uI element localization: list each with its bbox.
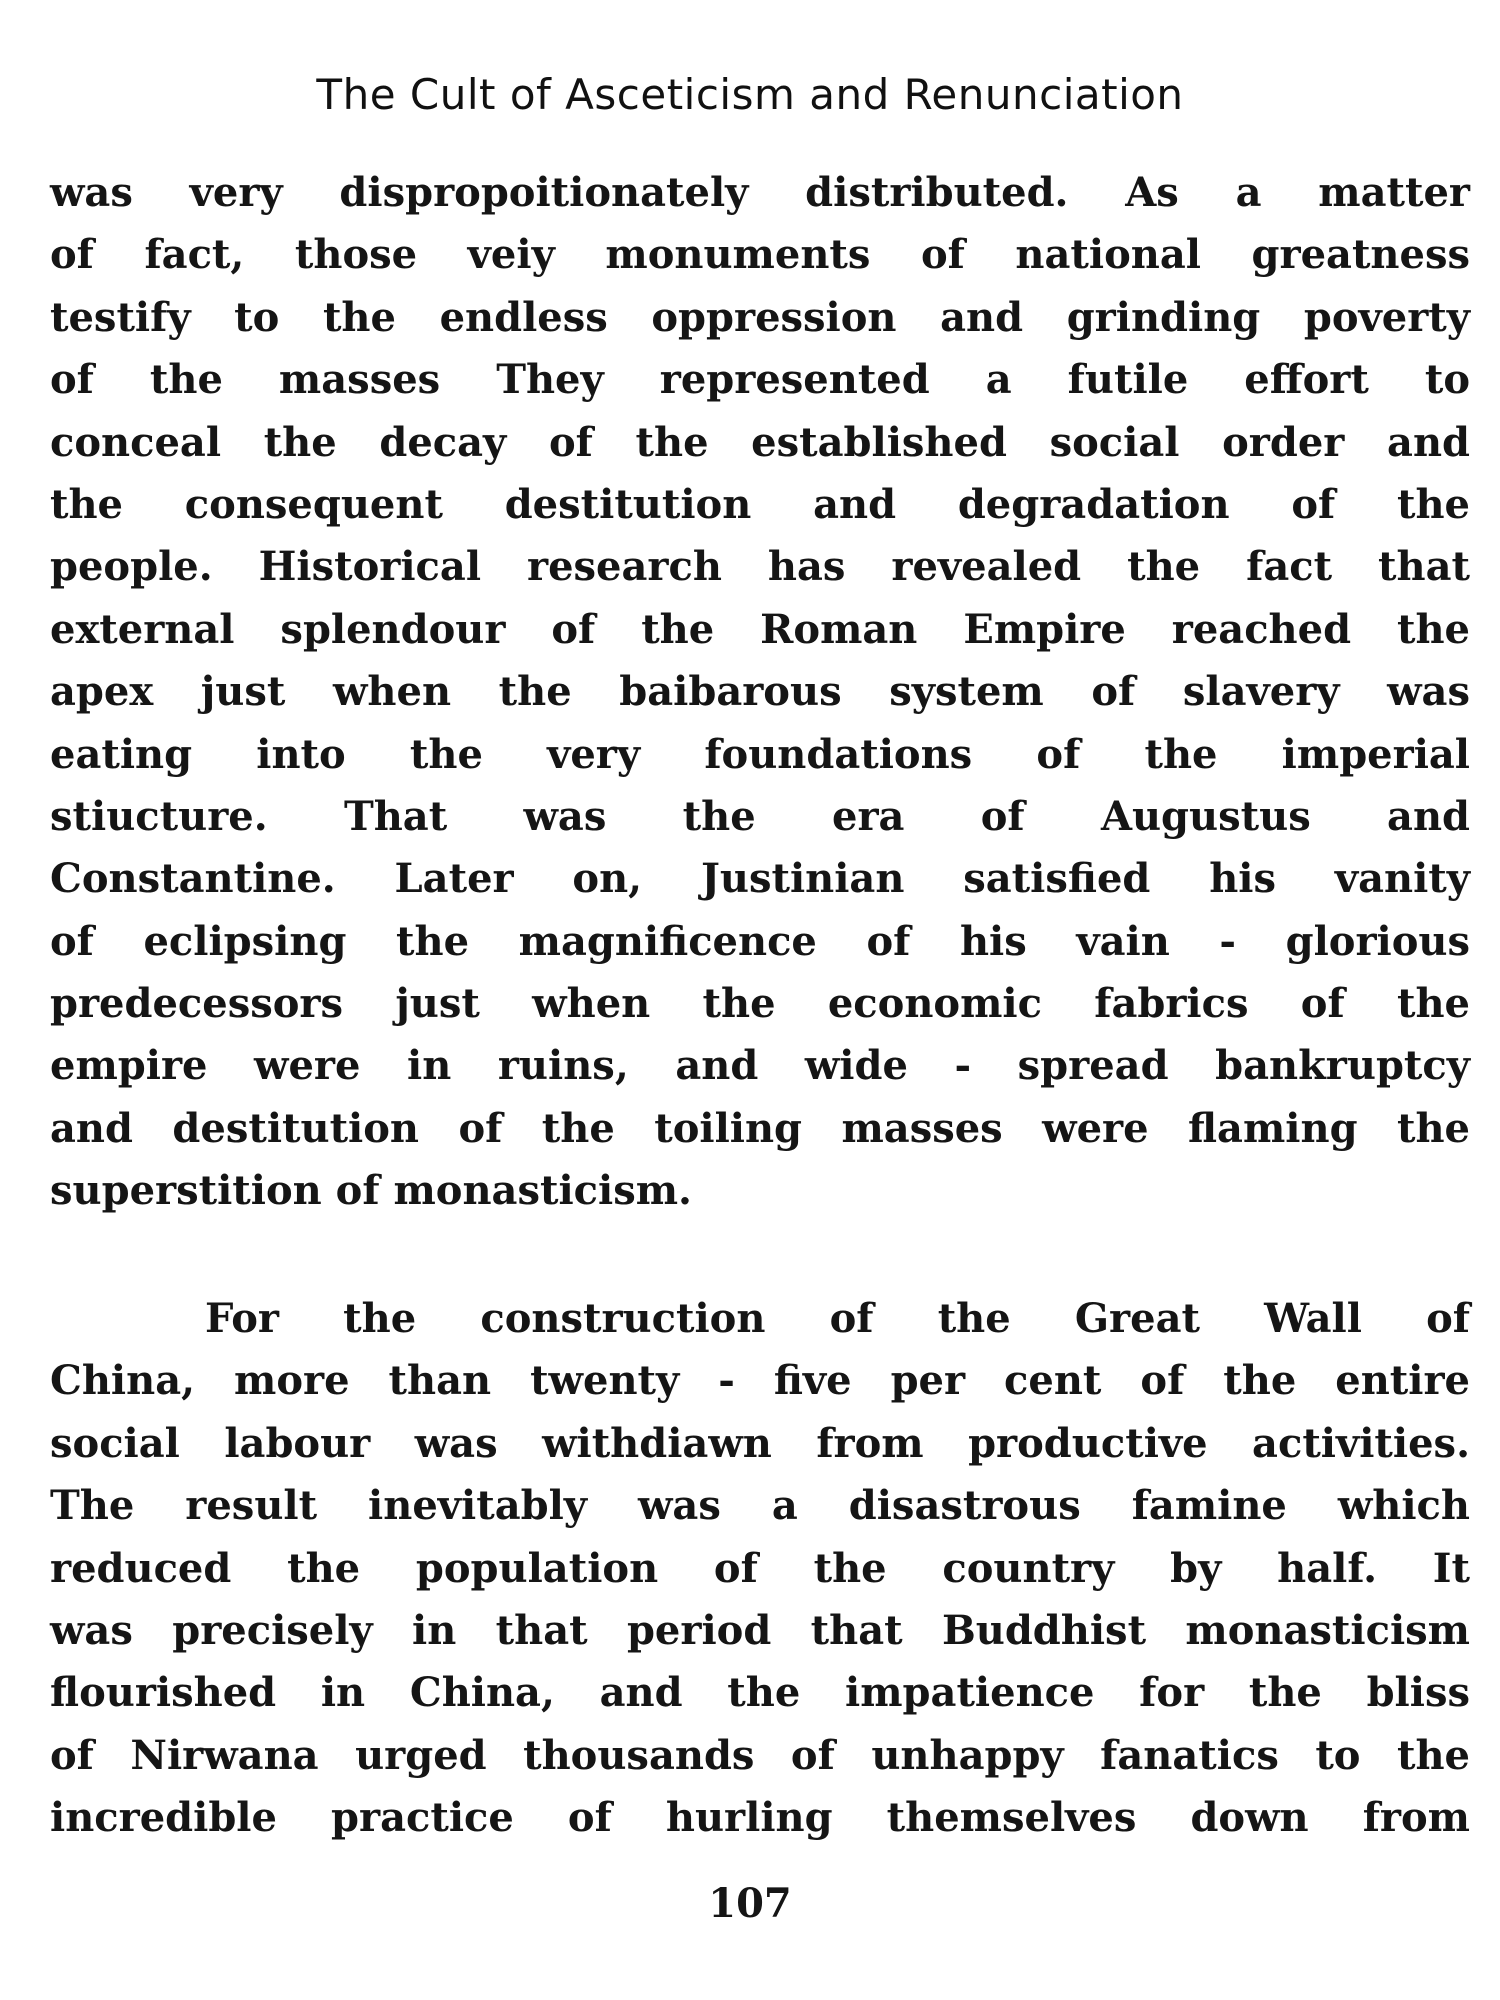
text-line: was very dispropoitionately distributed. As a matter: [50, 169, 1470, 216]
text-line: flourished in China, and the impatience for the bliss: [50, 1669, 1470, 1717]
text-line: eating into the very foundations of the imperial: [50, 730, 1470, 778]
text-line: predecessors just when the economic fabrics of the: [50, 980, 1470, 1028]
text-line: social labour was withdiawn from productive activities.: [50, 1419, 1470, 1467]
text-line: empire were in ruins, and wide - spread bankruptcy: [50, 1042, 1470, 1090]
text-line: of fact, those veiy monuments of national greatness: [50, 231, 1470, 279]
text-line: superstition of monasticism.: [50, 1167, 692, 1215]
text-line: stiucture. That was the era of Augustus and: [50, 792, 1470, 840]
page-number: 107: [708, 1880, 792, 1927]
paragraph-2: [50, 1288, 1470, 1850]
text-line: people. Historical research has revealed the fact that: [50, 543, 1470, 591]
text-line: apex just when the baibarous system of slavery was: [50, 668, 1470, 716]
running-head: The Cult of Asceticism and Renunciation: [316, 70, 1184, 119]
text-line: of the masses They represented a futile effort to: [50, 356, 1470, 404]
text-line: incredible practice of hurling themselves down from: [50, 1794, 1470, 1842]
paragraph-1: [50, 162, 1470, 1223]
text-line: reduced the population of the country by half. It: [50, 1544, 1470, 1592]
text-line: external splendour of the Roman Empire reached the: [50, 605, 1470, 653]
text-line: Constantine. Later on, Justinian satisfied his vanity: [50, 855, 1470, 903]
text-line: For the construction of the Great Wall of: [205, 1295, 1470, 1342]
text-line: was precisely in that period that Buddhist monasticism: [50, 1606, 1470, 1654]
text-line: of eclipsing the magnificence of his vain - glorious: [50, 917, 1470, 965]
text-line: China, more than twenty - five per cent of the entire: [50, 1357, 1470, 1405]
text-line: conceal the decay of the established social order and: [50, 418, 1470, 466]
text-line: of Nirwana urged thousands of unhappy fanatics to the: [50, 1731, 1470, 1779]
text-line: the consequent destitution and degradation of the: [50, 480, 1470, 528]
text-line: The result inevitably was a disastrous famine which: [50, 1482, 1470, 1530]
text-line: testify to the endless oppression and grinding poverty: [50, 293, 1470, 341]
text-line: and destitution of the toiling masses were flaming the: [50, 1104, 1470, 1152]
